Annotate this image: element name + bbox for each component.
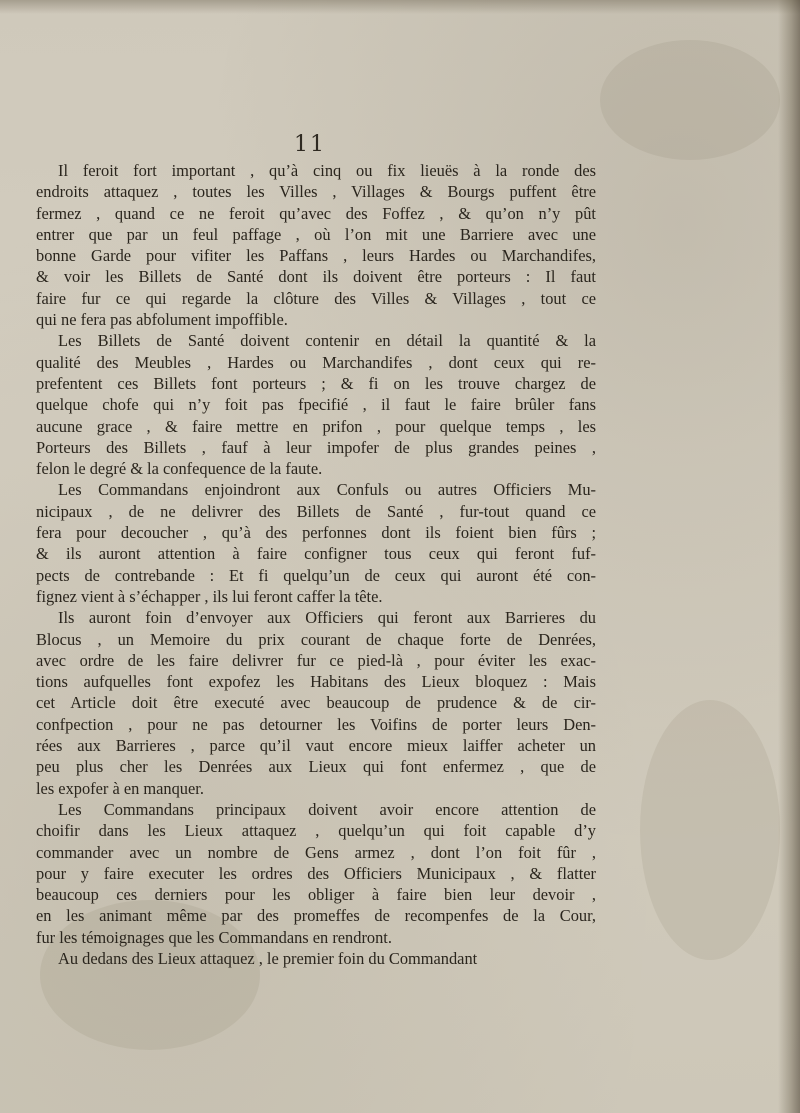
text-line: choifir dans les Lieux attaquez , quelqu’un qui foit capable d’y: [36, 821, 596, 841]
text-line: qui ne fera pas abfolument impoffible.: [36, 310, 288, 330]
paper-stain: [600, 40, 780, 160]
text-line: Les Commandans principaux doivent avoir encore attention de: [58, 799, 596, 819]
text-line: nicipaux , de ne delivrer des Billets de Santé , fur-tout quand ce: [36, 501, 596, 521]
text-line: & voir les Billets de Santé dont ils doivent être porteurs : Il faut: [36, 267, 596, 287]
text-line: faire fur ce qui regarde la clôture des Villes & Villages , tout ce: [36, 288, 596, 308]
paragraph: [36, 160, 596, 330]
paper-stain: [640, 700, 780, 960]
text-line: Porteurs des Billets , fauf à leur impofer de plus grandes peines ,: [36, 437, 596, 457]
text-line: Il feroit fort important , qu’à cinq ou fix lieuës à la ronde des: [58, 161, 596, 180]
text-line: avec ordre de les faire delivrer fur ce pied-là , pour éviter les exac-: [36, 650, 596, 670]
text-line: fera pour decoucher , qu’à des perfonnes dont ils foient bien fûrs ;: [36, 523, 596, 543]
text-line: en les animant même par des promeffes de recompenfes de la Cour,: [36, 906, 596, 926]
paragraph: [36, 479, 596, 607]
text-line: commander avec un nombre de Gens armez , dont l’on foit fûr ,: [36, 842, 596, 862]
text-line: peu plus cher les Denrées aux Lieux qui font enfermez , que de: [36, 757, 596, 777]
paragraph: [36, 607, 596, 799]
text-line: Ils auront foin d’envoyer aux Officiers qui feront aux Barrieres du: [58, 608, 596, 628]
text-line: confpection , pour ne pas detourner les Voifins de porter leurs Den-: [36, 714, 596, 734]
paper-top-edge: [0, 0, 800, 14]
paragraph: [36, 799, 596, 948]
text-line: aucune grace , & faire mettre en prifon , pour quelque temps , les: [36, 416, 596, 436]
text-line: felon le degré & la confequence de la faute.: [36, 459, 323, 479]
text-line: Les Commandans enjoindront aux Confuls ou autres Officiers Mu-: [58, 480, 596, 500]
text-line: bonne Garde pour vifiter les Paffans , leurs Hardes ou Marchandifes,: [36, 246, 596, 266]
text-line: les expofer à en manquer.: [36, 778, 204, 798]
text-line: prefentent ces Billets font porteurs ; & fi on les trouve chargez de: [36, 373, 596, 393]
text-line: qualité des Meubles , Hardes ou Marchandifes , dont ceux qui re-: [36, 352, 596, 372]
text-line: pects de contrebande : Et fi quelqu’un de ceux qui auront été con-: [36, 565, 596, 585]
text-line: entrer que par un feul paffage , où l’on mit une Barriere avec une: [36, 224, 596, 244]
text-line: rées aux Barrieres , parce qu’il vaut encore mieux laiffer acheter un: [36, 736, 596, 756]
text-line: fignez vient à s’échapper , ils lui feront caffer la tête.: [36, 586, 383, 606]
paragraph: [36, 948, 596, 969]
text-line: Au dedans des Lieux attaquez , le premier foin du Commandant: [58, 948, 478, 968]
page-number: 11: [294, 132, 326, 157]
text-line: & ils auront attention à faire configner tous ceux qui feront fuf-: [36, 544, 596, 564]
body-text: [36, 160, 596, 969]
text-line: Blocus , un Memoire du prix courant de chaque forte de Denrées,: [36, 629, 596, 649]
text-line: cet Article doit être executé avec beaucoup de prudence & de cir-: [36, 693, 596, 713]
text-line: quelque chofe qui n’y foit pas fpecifié , il faut le faire brûler fans: [36, 395, 596, 415]
text-line: tions aufquelles font expofez les Habitans des Lieux bloquez : Mais: [36, 672, 596, 692]
text-line: Les Billets de Santé doivent contenir en détail la quantité & la: [58, 331, 596, 351]
text-line: fermez , quand ce ne feroit qu’avec des Foffez , & qu’on n’y pût: [36, 203, 596, 223]
text-line: endroits attaquez , toutes les Villes , Villages & Bourgs puffent être: [36, 182, 596, 202]
paper-right-edge: [778, 0, 800, 1113]
paragraph: [36, 330, 596, 479]
text-line: fur les témoignages que les Commandans en rendront.: [36, 927, 392, 947]
text-line: pour y faire executer les ordres des Officiers Municipaux , & flatter: [36, 863, 596, 883]
text-line: beaucoup ces derniers pour les obliger à faire bien leur devoir ,: [36, 885, 596, 905]
